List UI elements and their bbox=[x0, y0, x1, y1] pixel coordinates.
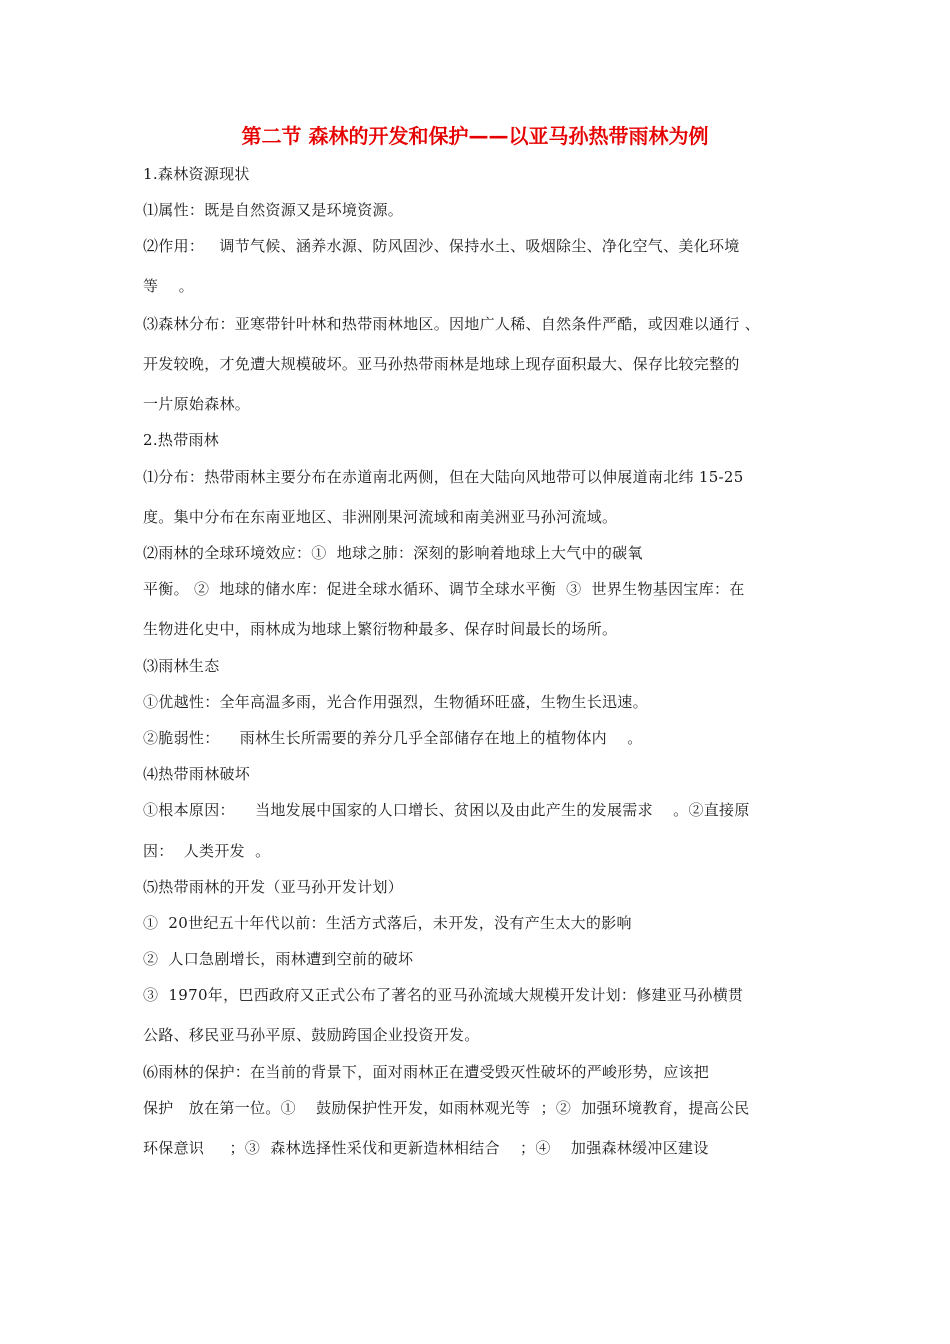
text-line: ⑴属性：既是自然资源又是环境资源。 bbox=[143, 201, 404, 219]
text-line: ⑹雨林的保护：在当前的背景下，面对雨林正在遭受毁灭性破坏的严峻形势，应该把 bbox=[143, 1063, 710, 1081]
text-line: ⑸热带雨林的开发（亚马孙开发计划） bbox=[143, 878, 404, 896]
text-line: ① 20世纪五十年代以前：生活方式落后，未开发，没有产生太大的影响 bbox=[143, 914, 632, 932]
text-line: 保护 放在第一位。① 鼓励保护性开发，如雨林观光等 ；② 加强环境教育，提高公民 bbox=[143, 1099, 750, 1117]
text-line: 度。集中分布在东南亚地区、非洲刚果河流域和南美洲亚马孙河流域。 bbox=[143, 508, 618, 526]
text-line: ②脆弱性： 雨林生长所需要的养分几乎全部储存在地上的植物体内 。 bbox=[143, 729, 643, 747]
text-line: 平衡。 ② 地球的储水库：促进全球水循环、调节全球水平衡 ③ 世界生物基因宝库：在 bbox=[143, 580, 745, 598]
text-line: ⑴分布：热带雨林主要分布在赤道南北两侧，但在大陆向风地带可以伸展道南北纬 15-25 bbox=[143, 468, 744, 486]
text-line: ⑶雨林生态 bbox=[143, 657, 220, 675]
text-line: ② 人口急剧增长，雨林遭到空前的破坏 bbox=[143, 950, 414, 968]
text-line: ⑶森林分布：亚寒带针叶林和热带雨林地区。因地广人稀、自然条件严酷，或因难以通行 、 bbox=[143, 315, 761, 333]
text-line: 1.森林资源现状 bbox=[143, 165, 250, 183]
text-line: 2.热带雨林 bbox=[143, 431, 220, 449]
text-line: ⑵雨林的全球环境效应：① 地球之肺：深刻的影响着地球上大气中的碳氧 bbox=[143, 544, 643, 562]
text-line: 一片原始森林。 bbox=[143, 395, 251, 413]
text-line: 因： 人类开发 。 bbox=[143, 842, 271, 860]
text-line: 生物进化史中，雨林成为地球上繁衍物种最多、保存时间最长的场所。 bbox=[143, 620, 618, 638]
page-title: 第二节 森林的开发和保护——以亚马孙热带雨林为例 bbox=[241, 124, 709, 148]
text-line: 公路、移民亚马孙平原、鼓励跨国企业投资开发。 bbox=[143, 1026, 480, 1044]
text-line: ①根本原因： 当地发展中国家的人口增长、贫困以及由此产生的发展需求 。②直接原 bbox=[143, 801, 750, 819]
text-line: ③ 1970年，巴西政府又正式公布了著名的亚马孙流域大规模开发计划：修建亚马孙横贯 bbox=[143, 986, 744, 1004]
text-line: ①优越性：全年高温多雨，光合作用强烈，生物循环旺盛，生物生长迅速。 bbox=[143, 693, 648, 711]
text-line: 环保意识 ；③ 森林选择性采伐和更新造林相结合 ；④ 加强森林缓冲区建设 bbox=[143, 1139, 709, 1157]
text-line: ⑷热带雨林破坏 bbox=[143, 765, 251, 783]
text-line: ⑵作用： 调节气候、涵养水源、防风固沙、保持水土、吸烟除尘、净化空气、美化环境 bbox=[143, 237, 740, 255]
text-line: 开发较晚，才免遭大规模破坏。亚马孙热带雨林是地球上现存面积最大、保存比较完整的 bbox=[143, 355, 740, 373]
text-line: 等 。 bbox=[143, 277, 194, 295]
